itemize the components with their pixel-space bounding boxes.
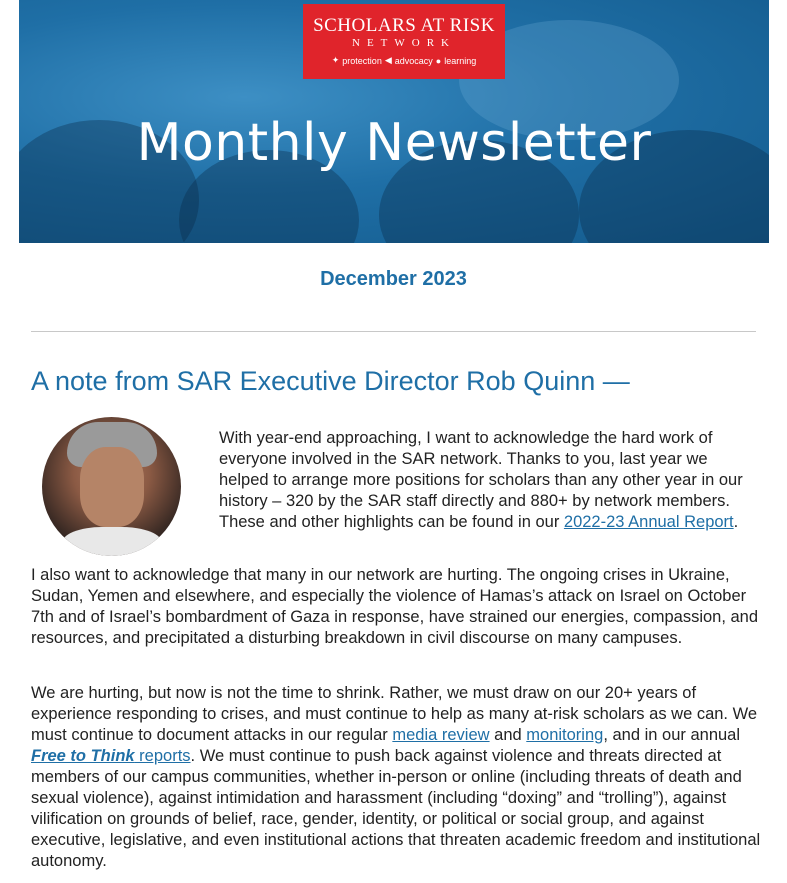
intro-end: . <box>733 513 739 531</box>
monitoring-link[interactable]: monitoring <box>526 726 604 744</box>
megaphone-icon: ◀ <box>384 55 392 65</box>
action-and: and <box>489 726 527 744</box>
hurting-paragraph: I also want to acknowledge that many in our network are hurting. The ongoing crises in Ukraine, Sudan, Yemen and elsewhere, and especially the violence of Hamas’s attack on Israel on October 7th and of Israel’s bombardment of Gaza in response, have strained our energies, compassion, and resources, and precipitated a disturbing breakdown in civil discourse on many campuses. <box>31 566 759 647</box>
logo-tag-learning: learning <box>444 55 477 66</box>
action-text-a: We are hurting, but now is not the time to shrink. Rather, we must draw on our 20+ years of experience responding to crises, and must continue to help as many at-risk scholars as we can. We must continue to document attacks in our regular <box>31 684 758 744</box>
logo-network: NETWORK <box>352 37 456 49</box>
article-heading: A note from SAR Executive Director Rob Quinn — <box>31 366 630 396</box>
intro-text: With year-end approaching, I want to acknowledge the hard work of everyone involved in the SAR network. Thanks to you, last year we helped to arrange more positions for scholars than any other year in our history – 320 by the SAR staff directly and 880+ by network members. These and other highlights can be found in our <box>219 429 743 531</box>
free-to-think-link[interactable] <box>31 747 191 765</box>
intro-paragraph <box>219 428 759 533</box>
free-to-think-rest: reports <box>134 747 191 765</box>
portrait-face <box>80 447 144 527</box>
divider <box>31 331 756 332</box>
issue-date: December 2023 <box>320 268 467 290</box>
action-text-b: , and in our annual <box>603 726 741 744</box>
handshake-icon: ✦ <box>331 55 340 65</box>
action-paragraph <box>31 683 761 872</box>
author-portrait <box>42 417 181 556</box>
free-to-think-title: Free to Think <box>31 747 135 765</box>
sar-logo[interactable] <box>303 4 505 79</box>
people-icon: ● <box>435 55 442 66</box>
logo-title: SCHOLARS AT RISK <box>313 15 495 36</box>
portrait-shirt <box>62 527 162 556</box>
newsletter-title: Monthly Newsletter <box>136 113 652 173</box>
header-banner <box>19 0 769 243</box>
action-text-c: . We must continue to push back against violence and threats directed at members of our campus communities, whether in-person or online (including threats of death and sexual violence), against intimidation and harassment (including “doxing” and “trolling”), against vilification on grounds of belief, race, gender, identity, or political or social group, and against executive, legislative, and even institutional actions that threaten academic freedom and institutional autonomy. <box>31 747 761 870</box>
logo-tag-protection: protection <box>342 55 382 66</box>
logo-tag-advocacy: advocacy <box>394 55 433 66</box>
annual-report-link[interactable]: 2022-23 Annual Report <box>563 513 734 531</box>
media-review-link[interactable]: media review <box>392 726 490 744</box>
logo-tagline <box>303 55 505 66</box>
